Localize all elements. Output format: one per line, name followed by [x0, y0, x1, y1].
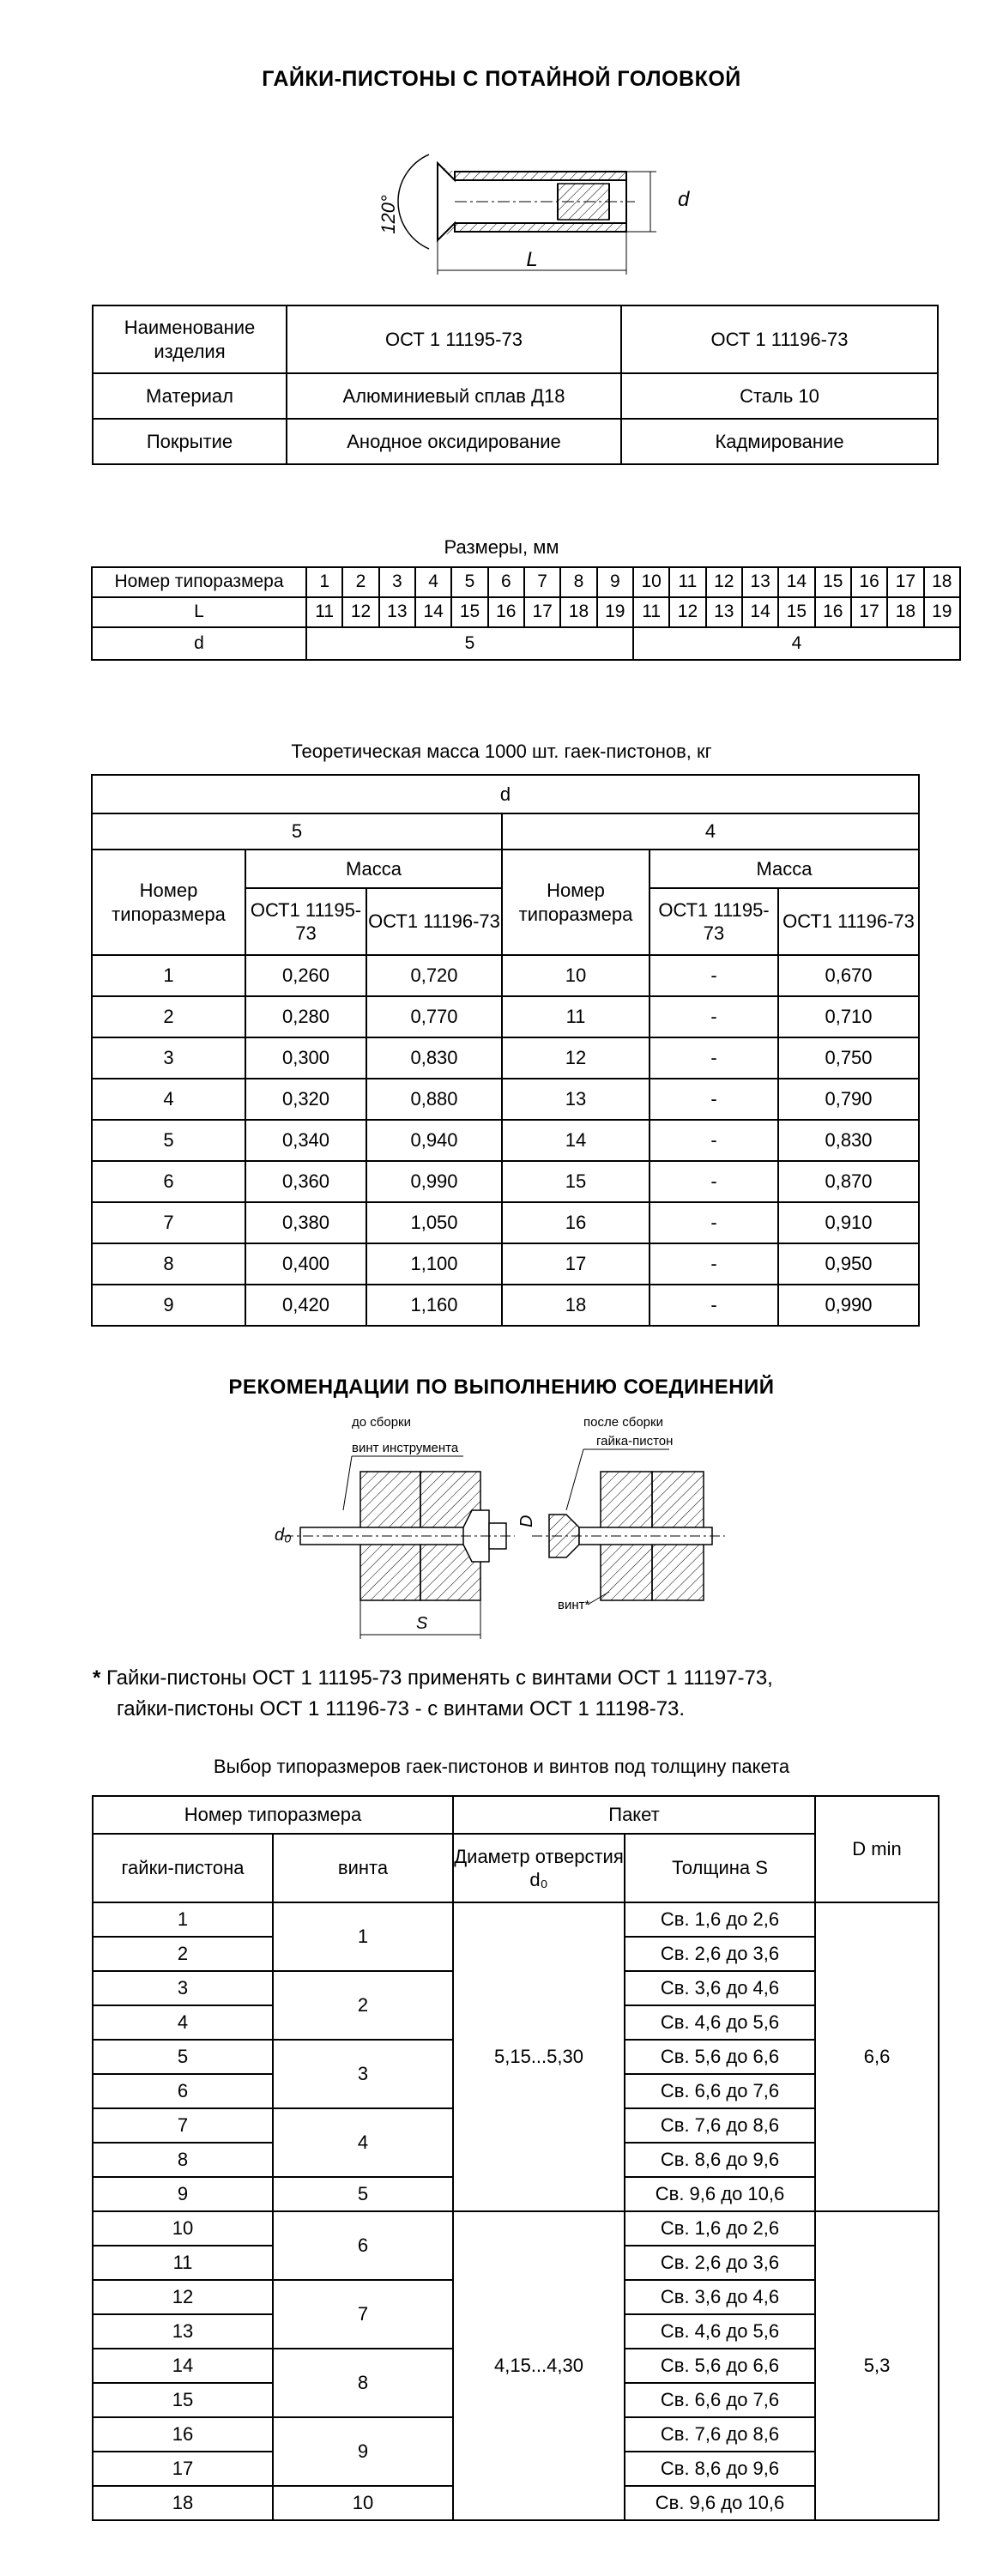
- sel-thick: Св. 1,6 до 2,6: [625, 1902, 815, 1937]
- sel-nut: 13: [93, 2314, 273, 2349]
- sizes-table: [91, 566, 961, 661]
- S-label: S: [416, 1614, 428, 1633]
- sel-h-nut: гайки-пистона: [93, 1834, 273, 1902]
- mass-a-left: 0,380: [245, 1202, 366, 1243]
- mass-ost2-right: ОСТ1 11196-73: [778, 888, 919, 955]
- screw-label: винт*: [558, 1598, 590, 1612]
- mass-a-right: -: [650, 1285, 778, 1326]
- size-L-label: L: [92, 597, 306, 627]
- sel-h-screw: винта: [273, 1834, 453, 1902]
- mass-b-right: 0,750: [778, 1037, 919, 1079]
- mass-b-right: 0,670: [778, 955, 919, 996]
- size-L-cell: 12: [669, 597, 705, 627]
- sel-thick: Св. 9,6 до 10,6: [625, 2177, 815, 2211]
- note-star: *: [93, 1666, 101, 1690]
- table-row: [92, 1243, 919, 1285]
- mass-a-left: 0,420: [245, 1285, 366, 1326]
- mass-n-right: 12: [502, 1037, 650, 1079]
- mass-a-left: 0,320: [245, 1079, 366, 1120]
- mass-n-left: 5: [92, 1120, 245, 1161]
- mass-a-right: -: [650, 1079, 778, 1120]
- size-number-cell: 1: [306, 567, 342, 597]
- angle-label: 120°: [378, 195, 399, 234]
- mass-a-left: 0,340: [245, 1120, 366, 1161]
- mass-b-left: 0,830: [366, 1037, 502, 1079]
- sel-nut: 12: [93, 2280, 273, 2314]
- size-L-cell: 15: [778, 597, 814, 627]
- mass-b-left: 0,720: [366, 955, 502, 996]
- mass-b-left: 0,880: [366, 1079, 502, 1120]
- size-number-cell: 8: [560, 567, 596, 597]
- ost-col1: ОСТ 1 11195-73: [287, 305, 621, 373]
- sel-screw: 9: [273, 2417, 453, 2486]
- mass-b-left: 0,770: [366, 996, 502, 1037]
- note-line1: Гайки-пистоны ОСТ 1 11195-73 применять с винтами ОСТ 1 11197-73,: [106, 1666, 773, 1690]
- mass-a-right: -: [650, 1161, 778, 1202]
- mass-b-right: 0,990: [778, 1285, 919, 1326]
- mass-n-left: 8: [92, 1243, 245, 1285]
- size-number-cell: 6: [488, 567, 524, 597]
- mass-n-right: 16: [502, 1202, 650, 1243]
- table-row: [93, 1902, 939, 1937]
- label-material: Материал: [93, 373, 287, 419]
- sel-thick: Св. 4,6 до 5,6: [625, 2314, 815, 2349]
- sel-thick: Св. 5,6 до 6,6: [625, 2349, 815, 2383]
- mass-ost2-left: ОСТ1 11196-73: [366, 888, 502, 955]
- sel-h-diam: Диаметр отверстия d₀: [453, 1834, 625, 1902]
- sel-thick: Св. 2,6 до 3,6: [625, 1937, 815, 1971]
- mass-n-left: 1: [92, 955, 245, 996]
- size-number-cell: 14: [778, 567, 814, 597]
- mass-n-left: 7: [92, 1202, 245, 1243]
- size-L-cell: 11: [633, 597, 669, 627]
- mass-b-right: 0,710: [778, 996, 919, 1037]
- sel-h-number: Номер типоразмера: [93, 1796, 453, 1834]
- assembly-drawing: [257, 1407, 738, 1648]
- sel-nut: 7: [93, 2108, 273, 2143]
- size-L-cell: 18: [560, 597, 596, 627]
- sel-screw: 1: [273, 1902, 453, 1971]
- mass-a-left: 0,280: [245, 996, 366, 1037]
- size-number-cell: 9: [597, 567, 633, 597]
- recommend-title: РЕКОМЕНДАЦИИ ПО ВЫПОЛНЕНИЮ СОЕДИНЕНИЙ: [228, 1376, 775, 1399]
- sel-h-packet: Пакет: [453, 1796, 815, 1834]
- selection-table: [92, 1795, 940, 2521]
- mass-n-right: 11: [502, 996, 650, 1037]
- mass-d-header: d: [92, 775, 919, 813]
- size-number-cell: 4: [415, 567, 451, 597]
- sel-screw: 7: [273, 2280, 453, 2349]
- sel-screw: 6: [273, 2211, 453, 2280]
- nut-label: гайка-пистон: [596, 1434, 674, 1448]
- size-L-cell: 19: [597, 597, 633, 627]
- mass-b-right: 0,870: [778, 1161, 919, 1202]
- mass-b-right: 0,910: [778, 1202, 919, 1243]
- sel-nut: 10: [93, 2211, 273, 2246]
- mass-a-right: -: [650, 955, 778, 996]
- materials-table: [92, 305, 939, 465]
- sel-nut: 9: [93, 2177, 273, 2211]
- size-number-cell: 16: [851, 567, 887, 597]
- mass-n-right: 18: [502, 1285, 650, 1326]
- size-number-cell: 17: [887, 567, 923, 597]
- sel-h-thick: Толщина S: [625, 1834, 815, 1902]
- sel-screw: 8: [273, 2349, 453, 2417]
- table-row: [92, 1037, 919, 1079]
- mass-a-right: -: [650, 996, 778, 1037]
- size-L-cell: 18: [887, 597, 923, 627]
- sel-thick: Св. 8,6 до 9,6: [625, 2143, 815, 2177]
- mass-n-right: 14: [502, 1120, 650, 1161]
- size-L-cell: 13: [379, 597, 415, 627]
- D-label: D: [517, 1515, 536, 1527]
- sel-screw: 3: [273, 2040, 453, 2108]
- mass-ost1-right: ОСТ1 11195-73: [650, 888, 778, 955]
- sizes-caption: Размеры, мм: [444, 536, 559, 558]
- table-row: [93, 2211, 939, 2246]
- before-label: до сборки: [352, 1415, 411, 1430]
- sel-thick: Св. 6,6 до 7,6: [625, 2074, 815, 2108]
- mass-n-left: 4: [92, 1079, 245, 1120]
- size-number-cell: 7: [524, 567, 560, 597]
- size-number-cell: 15: [815, 567, 851, 597]
- mass-b-right: 0,950: [778, 1243, 919, 1285]
- sel-diam: 4,15...4,30: [453, 2211, 625, 2520]
- tool-screw-label: винт инструмента: [352, 1441, 459, 1455]
- sel-thick: Св. 7,6 до 8,6: [625, 2417, 815, 2452]
- coating1: Анодное оксидирование: [287, 419, 621, 464]
- coating2: Кадмирование: [621, 419, 938, 464]
- sel-thick: Св. 2,6 до 3,6: [625, 2246, 815, 2280]
- mass-n-right: 13: [502, 1079, 650, 1120]
- mass-mass-right: Масса: [650, 850, 919, 888]
- note-line2: гайки-пистоны ОСТ 1 11196-73 - с винтами ОСТ 1 11198-73.: [117, 1697, 686, 1720]
- size-L-cell: 14: [415, 597, 451, 627]
- mass-n-right: 17: [502, 1243, 650, 1285]
- mass-d-right: 4: [502, 813, 919, 850]
- mass-caption: Теоретическая масса 1000 шт. гаек-пистонов, кг: [291, 741, 712, 762]
- page-title: ГАЙКИ-ПИСТОНЫ С ПОТАЙНОЙ ГОЛОВКОЙ: [262, 67, 741, 91]
- mass-b-right: 0,790: [778, 1079, 919, 1120]
- size-d2: 4: [633, 627, 960, 660]
- size-L-cell: 17: [851, 597, 887, 627]
- table-row: [92, 955, 919, 996]
- mass-a-left: 0,300: [245, 1037, 366, 1079]
- sel-dmin: 6,6: [815, 1902, 939, 2211]
- mass-table: [91, 774, 920, 1327]
- sel-nut: 17: [93, 2452, 273, 2486]
- sel-nut: 14: [93, 2349, 273, 2383]
- mass-n-right: 15: [502, 1161, 650, 1202]
- table-row: [92, 1161, 919, 1202]
- mass-a-right: -: [650, 1120, 778, 1161]
- mass-n-left: 9: [92, 1285, 245, 1326]
- size-number-cell: 12: [706, 567, 742, 597]
- mass-b-left: 1,050: [366, 1202, 502, 1243]
- mass-n-right: 10: [502, 955, 650, 996]
- size-number-cell: 3: [379, 567, 415, 597]
- mass-a-left: 0,360: [245, 1161, 366, 1202]
- size-number-label: Номер типоразмера: [92, 567, 306, 597]
- mass-b-left: 1,160: [366, 1285, 502, 1326]
- mass-a-right: -: [650, 1243, 778, 1285]
- sel-thick: Св. 7,6 до 8,6: [625, 2108, 815, 2143]
- size-L-cell: 11: [306, 597, 342, 627]
- mass-number-right: Номер типоразмера: [502, 850, 650, 955]
- rivet-nut-drawing: [360, 146, 704, 283]
- sel-nut: 8: [93, 2143, 273, 2177]
- label-coating: Покрытие: [93, 419, 287, 464]
- size-number-cell: 13: [742, 567, 778, 597]
- sel-nut: 18: [93, 2486, 273, 2520]
- sel-nut: 4: [93, 2005, 273, 2040]
- d-label: d: [678, 188, 690, 211]
- sel-thick: Св. 9,6 до 10,6: [625, 2486, 815, 2520]
- mass-a-left: 0,400: [245, 1243, 366, 1285]
- mass-n-left: 2: [92, 996, 245, 1037]
- sel-thick: Св. 3,6 до 4,6: [625, 2280, 815, 2314]
- mass-a-left: 0,260: [245, 955, 366, 996]
- mass-d-left: 5: [92, 813, 502, 850]
- mass-a-right: -: [650, 1037, 778, 1079]
- size-L-cell: 16: [815, 597, 851, 627]
- label-name: Наименование изделия: [93, 305, 287, 373]
- size-L-cell: 16: [488, 597, 524, 627]
- size-L-cell: 15: [451, 597, 487, 627]
- table-row: [92, 1120, 919, 1161]
- table-row: [92, 1285, 919, 1326]
- size-L-cell: 12: [342, 597, 378, 627]
- sel-nut: 2: [93, 1937, 273, 1971]
- mass-b-left: 1,100: [366, 1243, 502, 1285]
- mass-b-left: 0,990: [366, 1161, 502, 1202]
- size-number-cell: 11: [669, 567, 705, 597]
- mass-b-right: 0,830: [778, 1120, 919, 1161]
- sel-nut: 1: [93, 1902, 273, 1937]
- mass-b-left: 0,940: [366, 1120, 502, 1161]
- size-L-cell: 14: [742, 597, 778, 627]
- sel-nut: 5: [93, 2040, 273, 2074]
- sel-screw: 10: [273, 2486, 453, 2520]
- sel-nut: 11: [93, 2246, 273, 2280]
- size-L-cell: 13: [706, 597, 742, 627]
- sel-thick: Св. 4,6 до 5,6: [625, 2005, 815, 2040]
- size-number-cell: 2: [342, 567, 378, 597]
- size-d1: 5: [306, 627, 633, 660]
- table-row: [92, 1202, 919, 1243]
- sel-thick: Св. 8,6 до 9,6: [625, 2452, 815, 2486]
- L-label: L: [526, 248, 538, 271]
- sel-screw: 5: [273, 2177, 453, 2211]
- sel-thick: Св. 6,6 до 7,6: [625, 2383, 815, 2417]
- sel-diam: 5,15...5,30: [453, 1902, 625, 2211]
- size-number-cell: 10: [633, 567, 669, 597]
- sel-thick: Св. 5,6 до 6,6: [625, 2040, 815, 2074]
- table-row: [92, 1079, 919, 1120]
- sel-screw: 2: [273, 1971, 453, 2040]
- size-number-cell: 5: [451, 567, 487, 597]
- after-label: после сборки: [583, 1415, 663, 1430]
- sel-thick: Св. 3,6 до 4,6: [625, 1971, 815, 2005]
- mass-n-left: 3: [92, 1037, 245, 1079]
- sel-thick: Св. 1,6 до 2,6: [625, 2211, 815, 2246]
- sel-screw: 4: [273, 2108, 453, 2177]
- size-L-cell: 19: [924, 597, 960, 627]
- sel-nut: 15: [93, 2383, 273, 2417]
- mass-a-right: -: [650, 1202, 778, 1243]
- size-L-cell: 17: [524, 597, 560, 627]
- d0-label: d₀: [275, 1526, 292, 1545]
- table-row: [92, 996, 919, 1037]
- note: [93, 1663, 773, 1725]
- material2: Сталь 10: [621, 373, 938, 419]
- sel-nut: 3: [93, 1971, 273, 2005]
- sel-nut: 16: [93, 2417, 273, 2452]
- mass-n-left: 6: [92, 1161, 245, 1202]
- size-number-cell: 18: [924, 567, 960, 597]
- selection-caption: Выбор типоразмеров гаек-пистонов и винтов под толщину пакета: [213, 1756, 790, 1777]
- size-d-label: d: [92, 627, 306, 660]
- mass-mass-left: Масса: [245, 850, 502, 888]
- mass-ost1-left: ОСТ1 11195-73: [245, 888, 366, 955]
- sel-nut: 6: [93, 2074, 273, 2108]
- sel-dmin: 5,3: [815, 2211, 939, 2520]
- mass-number-left: Номер типоразмера: [92, 850, 245, 955]
- material1: Алюминиевый сплав Д18: [287, 373, 621, 419]
- ost-col2: ОСТ 1 11196-73: [621, 305, 938, 373]
- sel-h-dmin: D min: [815, 1796, 939, 1902]
